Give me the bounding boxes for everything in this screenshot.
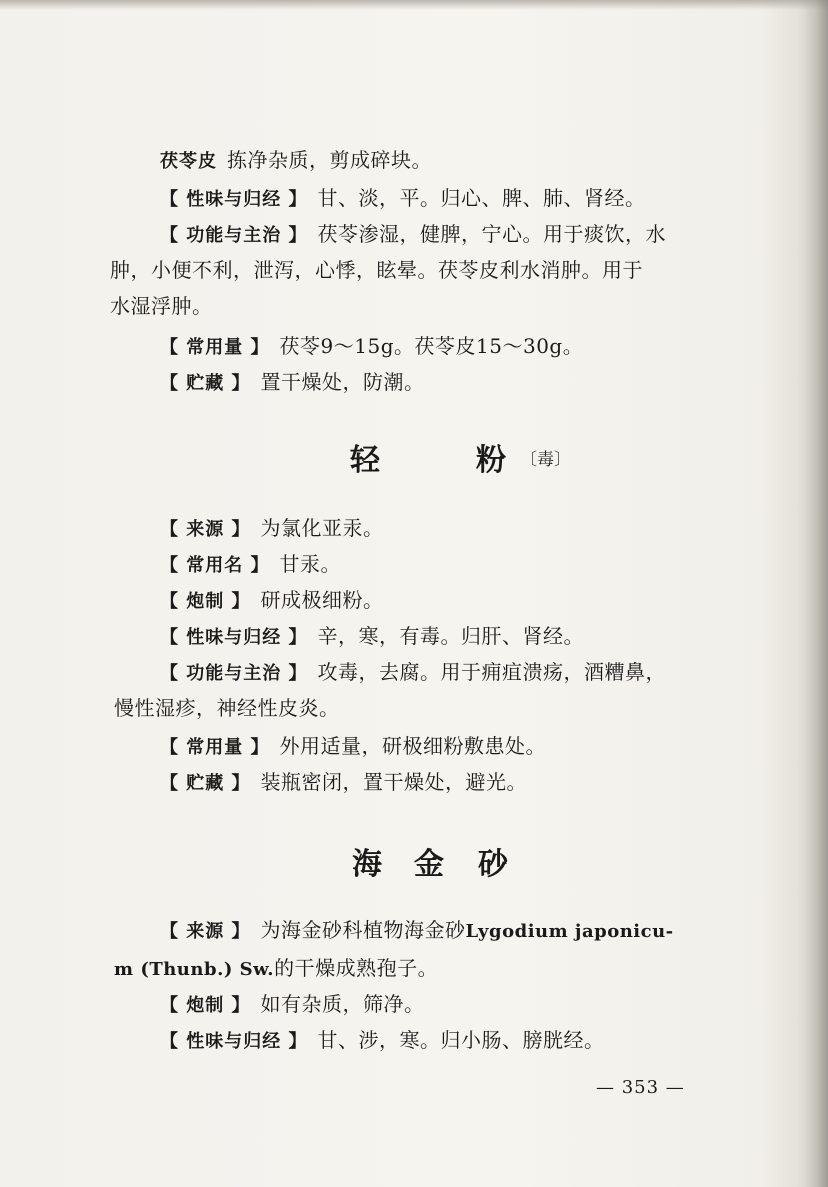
qingfen-title-2: 粉 [476, 443, 506, 478]
qingfen-changyongming-label: 【 常用名 】 [160, 555, 270, 576]
qingfen-paozhi-label: 【 炮制 】 [160, 591, 251, 612]
page-top-edge [0, 0, 828, 10]
haijinsha-latin-1: Lygodium japonicu- [465, 921, 674, 942]
fulingpi-zhucang-line [160, 368, 425, 398]
qingfen-yongliang-line [160, 732, 546, 762]
haijinsha-laiyuan-line [160, 916, 674, 946]
page-number: — 353 — [596, 1077, 685, 1098]
qingfen-changyongming-text: 甘汞。 [279, 552, 342, 576]
qingfen-xingwei-label: 【 性味与归经 】 [160, 627, 308, 648]
haijinsha-paozhi-text: 如有杂质，筛净。 [260, 992, 425, 1016]
qingfen-changyongming-line [160, 550, 341, 580]
qingfen-zhucang-text: 装瓶密闭，置干燥处，避光。 [260, 770, 528, 794]
fulingpi-xingwei-text: 甘、淡，平。归心、脾、肺、肾经。 [317, 186, 646, 210]
fulingpi-gongneng-label: 【 功能与主治 】 [160, 225, 308, 246]
qingfen-toxic-note: 〔毒〕 [520, 450, 571, 470]
qingfen-paozhi-text: 研成极细粉。 [260, 588, 384, 612]
fulingpi-line [160, 146, 432, 176]
qingfen-laiyuan-line [160, 514, 384, 544]
fulingpi-zhucang-label: 【 贮藏 】 [160, 373, 251, 394]
qingfen-laiyuan-text: 为氯化亚汞。 [260, 516, 384, 540]
haijinsha-paozhi-label: 【 炮制 】 [160, 995, 251, 1016]
qingfen-xingwei-text: 辛，寒，有毒。归肝、肾经。 [317, 624, 585, 648]
haijinsha-xingwei-label: 【 性味与归经 】 [160, 1031, 308, 1052]
haijinsha-laiyuan-label: 【 来源 】 [160, 921, 251, 942]
fulingpi-gongneng-line-2 [110, 256, 643, 284]
fulingpi-xingwei-label: 【 性味与归经 】 [160, 189, 308, 210]
qingfen-laiyuan-label: 【 来源 】 [160, 519, 251, 540]
fulingpi-gongneng-line [160, 220, 666, 250]
qingfen-gongneng-line [160, 658, 666, 688]
fulingpi-yongliang-text: 茯苓9～15g。茯苓皮15～30g。 [279, 334, 584, 358]
haijinsha-title-2: 金 [414, 847, 444, 882]
qingfen-title-1: 轻 [350, 443, 380, 478]
fulingpi-yongliang-line [160, 332, 583, 362]
haijinsha-laiyuan-text: 为海金砂科植物海金砂 [260, 918, 466, 942]
page-gutter-shadow [798, 0, 828, 1187]
fulingpi-term: 茯苓皮 [160, 151, 217, 172]
fulingpi-gongneng-text-3: 水湿浮肿。 [110, 294, 213, 318]
haijinsha-laiyuan-line-2 [114, 954, 438, 984]
fulingpi-zhucang-text: 置干燥处，防潮。 [260, 370, 425, 394]
qingfen-gongneng-label: 【 功能与主治 】 [160, 663, 308, 684]
qingfen-gongneng-text-1: 攻毒，去腐。用于痈疽溃疡，酒糟鼻， [317, 660, 667, 684]
qingfen-yongliang-text: 外用适量，研极细粉敷患处。 [279, 734, 547, 758]
haijinsha-title-1: 海 [352, 847, 382, 882]
fulingpi-text: 拣净杂质，剪成碎块。 [227, 148, 432, 172]
haijinsha-latin-2: m (Thunb.) Sw. [114, 959, 275, 980]
haijinsha-title-3: 砂 [478, 847, 508, 882]
fulingpi-gongneng-text-2: 肿，小便不利，泄泻，心悸，眩晕。茯苓皮利水消肿。用于 [110, 258, 643, 282]
qingfen-gongneng-line-2 [114, 694, 340, 722]
haijinsha-laiyuan-text-2: 的干燥成熟孢子。 [274, 956, 439, 980]
qingfen-zhucang-label: 【 贮藏 】 [160, 773, 251, 794]
qingfen-zhucang-line [160, 768, 527, 798]
qingfen-xingwei-line [160, 622, 584, 652]
fulingpi-gongneng-line-3 [110, 292, 213, 320]
haijinsha-xingwei-text: 甘、涉，寒。归小肠、膀胱经。 [317, 1028, 605, 1052]
fulingpi-gongneng-text-1: 茯苓渗湿，健脾，宁心。用于痰饮，水 [317, 222, 667, 246]
qingfen-yongliang-label: 【 常用量 】 [160, 737, 270, 758]
qingfen-gongneng-text-2: 慢性湿疹，神经性皮炎。 [114, 696, 340, 720]
haijinsha-xingwei-line [160, 1026, 605, 1056]
fulingpi-xingwei-line [160, 184, 646, 214]
qingfen-paozhi-line [160, 586, 384, 616]
haijinsha-paozhi-line [160, 990, 425, 1020]
fulingpi-yongliang-label: 【 常用量 】 [160, 337, 270, 358]
